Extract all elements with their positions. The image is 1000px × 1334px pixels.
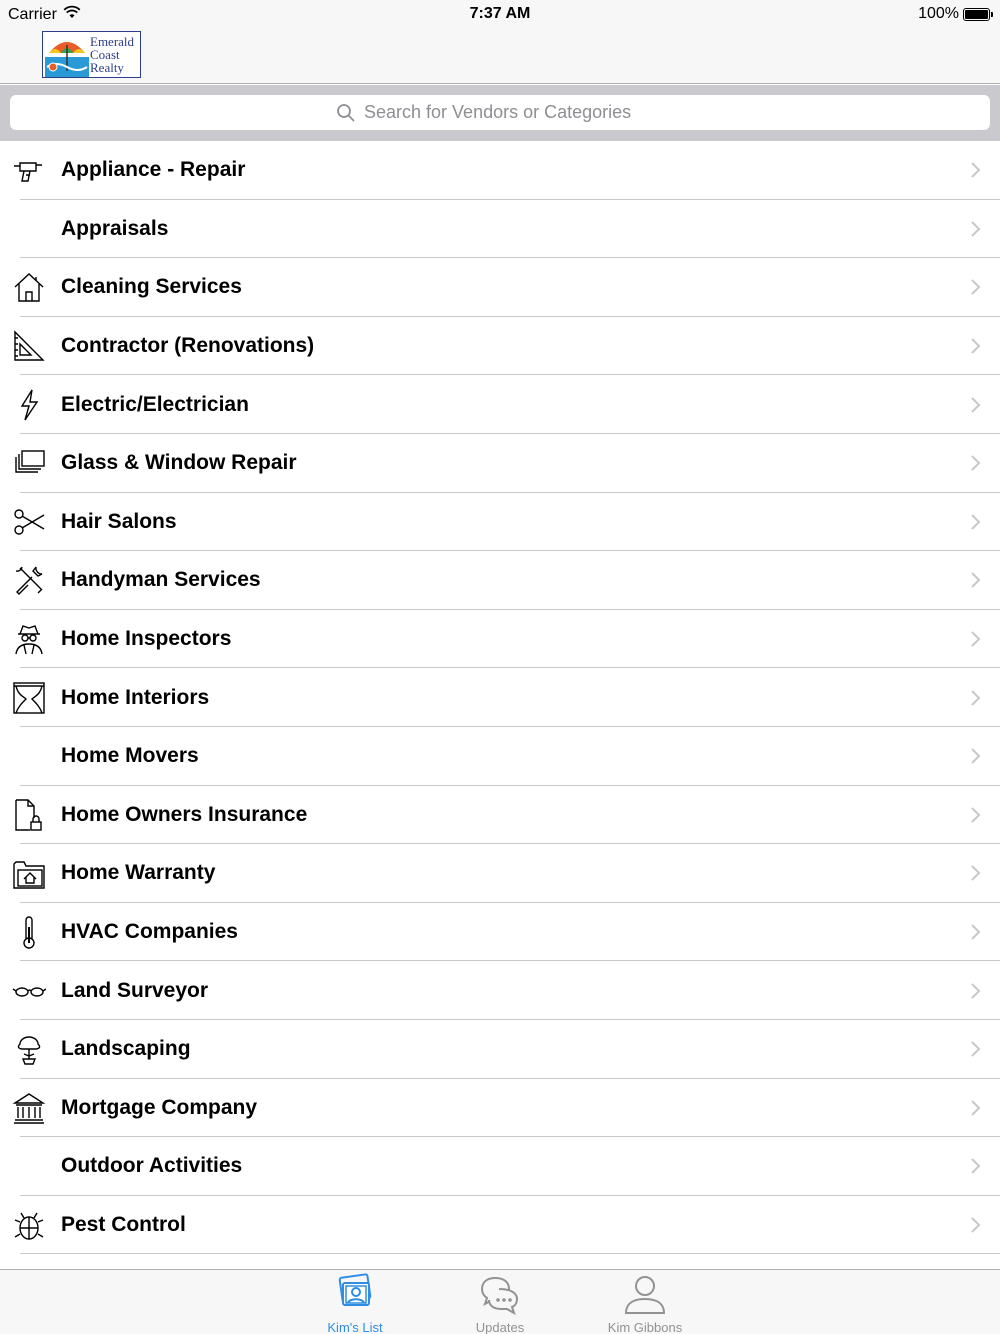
chevron-right-icon [970, 513, 982, 531]
photo-list-icon [332, 1273, 378, 1320]
category-row-hvac-companies[interactable] [0, 903, 1000, 962]
locked-document-icon [11, 797, 47, 833]
status-right [918, 5, 990, 23]
nav-bar [0, 28, 1000, 84]
chevron-right-icon [970, 1040, 982, 1058]
chevron-right-icon [970, 923, 982, 941]
category-row-home-warranty[interactable] [0, 844, 1000, 903]
tab-kim-gibbons[interactable] [573, 1270, 718, 1334]
chevron-right-icon [970, 571, 982, 589]
status-bar [0, 0, 1000, 28]
category-label: Home Owners Insurance [61, 802, 308, 826]
chevron-right-icon [970, 337, 982, 355]
search-input[interactable] [364, 102, 664, 123]
category-label: Cleaning Services [61, 275, 242, 299]
chevron-right-icon [970, 396, 982, 414]
home-folder-icon [11, 855, 47, 891]
chevron-right-icon [970, 161, 982, 179]
category-row-handyman-services[interactable] [0, 551, 1000, 610]
chevron-right-icon [970, 747, 982, 765]
category-row-partial[interactable] [0, 1254, 1000, 1269]
search-bar[interactable] [10, 95, 990, 130]
lightning-icon [11, 387, 47, 423]
windows-icon [11, 445, 47, 481]
category-label: Home Interiors [61, 685, 210, 709]
category-row-electric-electrician[interactable] [0, 375, 1000, 434]
tab-label: Kim Gibbons [607, 1320, 683, 1334]
chevron-right-icon [970, 864, 982, 882]
category-row-mortgage-company[interactable] [0, 1079, 1000, 1138]
logo-text [90, 35, 134, 74]
curtains-icon [11, 680, 47, 716]
scissors-icon [11, 504, 47, 540]
bank-icon [11, 1090, 47, 1126]
category-row-home-interiors[interactable] [0, 668, 1000, 727]
chevron-right-icon [970, 220, 982, 238]
drill-icon [11, 152, 47, 188]
chevron-right-icon [970, 454, 982, 472]
person-icon [622, 1273, 668, 1320]
house-icon [11, 269, 47, 305]
search-icon [336, 103, 356, 123]
category-row-land-surveyor[interactable] [0, 961, 1000, 1020]
category-row-hair-salons[interactable] [0, 493, 1000, 552]
tab-bar [0, 1269, 1000, 1334]
category-label: Pest Control [61, 1212, 186, 1236]
logo-line-2: Coast [90, 47, 120, 62]
category-label: Hair Salons [61, 509, 177, 533]
tab-updates[interactable] [428, 1270, 573, 1334]
category-row-contractor-renovations[interactable] [0, 317, 1000, 376]
chevron-right-icon [970, 689, 982, 707]
category-row-home-movers[interactable] [0, 727, 1000, 786]
tab-kim-s-list[interactable] [283, 1270, 428, 1334]
chevron-right-icon [970, 1216, 982, 1234]
chat-bubbles-icon [477, 1273, 523, 1320]
logo-line-3: Realty [90, 60, 124, 75]
category-label: Outdoor Activities [61, 1154, 243, 1178]
category-row-home-owners-insurance[interactable] [0, 786, 1000, 845]
category-label: Contractor (Renovations) [61, 334, 315, 358]
category-label: Appraisals [61, 216, 169, 240]
chevron-right-icon [970, 806, 982, 824]
category-label: Appliance - Repair [61, 158, 246, 182]
battery-icon [963, 8, 990, 21]
category-label: HVAC Companies [61, 920, 238, 944]
tab-label: Kim's List [327, 1320, 383, 1334]
search-bar-area [0, 85, 1000, 141]
detective-icon [11, 621, 47, 657]
chevron-right-icon [970, 278, 982, 296]
tab-label: Updates [475, 1320, 525, 1334]
bug-icon [11, 1207, 47, 1243]
category-label: Mortgage Company [61, 1095, 258, 1119]
category-label: Electric/Electrician [61, 392, 249, 416]
glasses-icon [11, 973, 47, 1009]
category-row-appraisals[interactable] [0, 200, 1000, 259]
umbrella-logo-icon [45, 33, 89, 77]
category-label: Land Surveyor [61, 978, 209, 1002]
logo-line-1: Emerald [90, 34, 135, 49]
status-time: 7:37 AM [469, 5, 531, 22]
tools-icon [11, 562, 47, 598]
category-label: Home Movers [61, 744, 199, 768]
chevron-right-icon [970, 1099, 982, 1117]
carrier-label: Carrier [8, 5, 57, 23]
chevron-right-icon [970, 1157, 982, 1175]
chevron-right-icon [970, 982, 982, 1000]
category-row-glass-window-repair[interactable] [0, 434, 1000, 493]
thermometer-icon [11, 914, 47, 950]
category-label: Home Inspectors [61, 627, 232, 651]
category-row-outdoor-activities[interactable] [0, 1137, 1000, 1196]
tree-icon [11, 1031, 47, 1067]
category-label: Landscaping [61, 1037, 191, 1061]
category-row-landscaping[interactable] [0, 1020, 1000, 1079]
category-row-appliance-repair[interactable] [0, 141, 1000, 200]
category-row-pest-control[interactable] [0, 1196, 1000, 1255]
category-row-home-inspectors[interactable] [0, 610, 1000, 669]
set-square-icon [11, 328, 47, 364]
emerald-coast-realty-logo [42, 31, 141, 78]
category-list [0, 141, 1000, 1269]
chevron-right-icon [970, 630, 982, 648]
category-label: Home Warranty [61, 861, 216, 885]
category-row-cleaning-services[interactable] [0, 258, 1000, 317]
battery-percent: 100% [918, 5, 959, 22]
category-label: Glass & Window Repair [61, 451, 297, 475]
category-label: Handyman Services [61, 568, 261, 592]
